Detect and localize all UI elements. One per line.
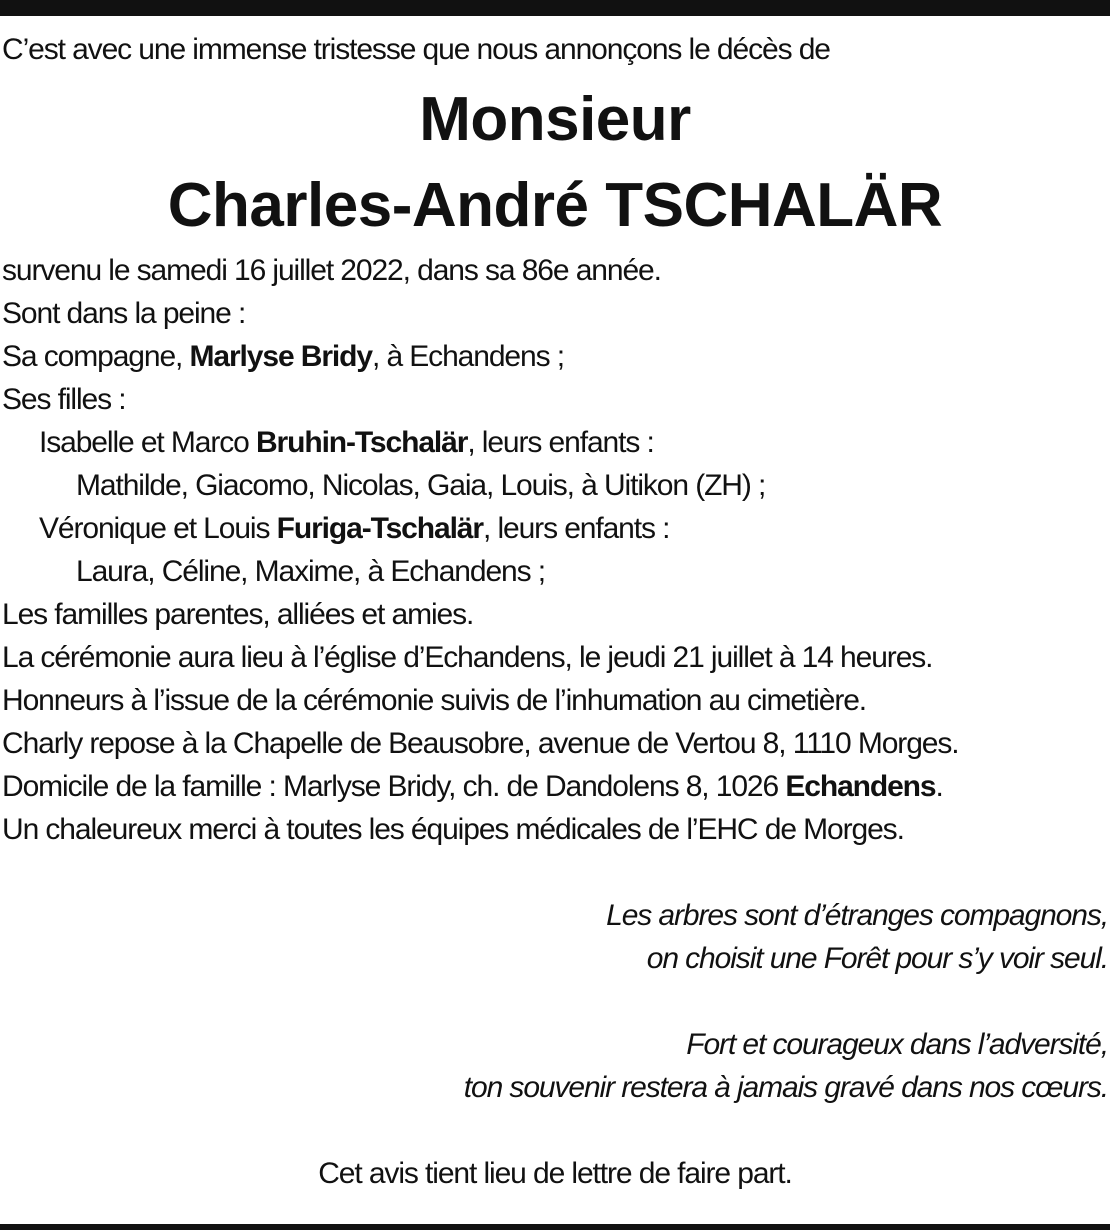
companion-name: Marlyse Bridy xyxy=(189,340,372,373)
title-full-name: Charles-André TSCHALÄR xyxy=(167,171,943,240)
family-1-suffix: , leurs enfants : xyxy=(467,426,654,459)
spacer xyxy=(2,980,1108,1023)
domicile-town: Echandens xyxy=(785,770,936,803)
title-honorific: Monsieur xyxy=(419,85,691,154)
domicile-suffix: . xyxy=(935,770,943,803)
quote-1-line-1: Les arbres sont d’étranges compagnons, xyxy=(606,899,1108,932)
closing-line: Cet avis tient lieu de lettre de faire part. xyxy=(318,1157,792,1190)
death-date-line: survenu le samedi 16 juillet 2022, dans sa 86e année. xyxy=(2,254,661,287)
family-1-children: Mathilde, Giacomo, Nicolas, Gaia, Louis, à Uitikon (ZH) ; xyxy=(76,469,766,502)
family-1-prefix: Isabelle et Marco xyxy=(39,426,256,459)
top-rule xyxy=(0,0,1110,16)
spacer xyxy=(2,851,1108,894)
family-2-children: Laura, Céline, Maxime, à Echandens ; xyxy=(76,555,546,588)
honours-line: Honneurs à l’issue de la cérémonie suivis de l’inhumation au cimetière. xyxy=(2,684,867,717)
companion-suffix: , à Echandens ; xyxy=(371,340,564,373)
intro-text: C’est avec une immense tristesse que nous annonçons le décès de xyxy=(2,33,830,66)
notice-body xyxy=(2,249,1108,851)
spacer xyxy=(2,1109,1108,1152)
grief-heading: Sont dans la peine : xyxy=(2,297,246,330)
family-2-name: Furiga-Tschalär xyxy=(276,512,483,545)
companion-line xyxy=(2,335,1108,378)
relatives-line: Les familles parentes, alliées et amies. xyxy=(2,598,474,631)
family-line-2 xyxy=(2,507,1108,550)
obituary-notice xyxy=(2,28,1108,1195)
family-2-prefix: Véronique et Louis xyxy=(39,512,277,545)
deceased-name-block xyxy=(2,77,1108,249)
domicile-line xyxy=(2,765,1108,808)
family-2-suffix: , leurs enfants : xyxy=(482,512,670,545)
domicile-prefix: Domicile de la famille : Marlyse Bridy, ch. de Dandolens 8, 1026 xyxy=(2,770,786,803)
thanks-line: Un chaleureux merci à toutes les équipes médicales de l’EHC de Morges. xyxy=(2,813,904,846)
quote-2-line-1: Fort et courageux dans l’adversité, xyxy=(686,1028,1108,1061)
family-1-name: Bruhin-Tschalär xyxy=(255,426,468,459)
daughters-heading: Ses filles : xyxy=(2,383,126,416)
bottom-rule xyxy=(0,1224,1110,1230)
rests-line: Charly repose à la Chapelle de Beausobre, avenue de Vertou 8, 1110 Morges. xyxy=(2,727,959,760)
family-line-1 xyxy=(2,421,1108,464)
quote-1-line-2: on choisit une Forêt pour s’y voir seul. xyxy=(646,942,1108,975)
quote-2-line-2: ton souvenir restera à jamais gravé dans nos cœurs. xyxy=(463,1071,1108,1104)
ceremony-line: La cérémonie aura lieu à l’église d’Echandens, le jeudi 21 juillet à 14 heures. xyxy=(2,641,933,674)
companion-prefix: Sa compagne, xyxy=(2,340,190,373)
